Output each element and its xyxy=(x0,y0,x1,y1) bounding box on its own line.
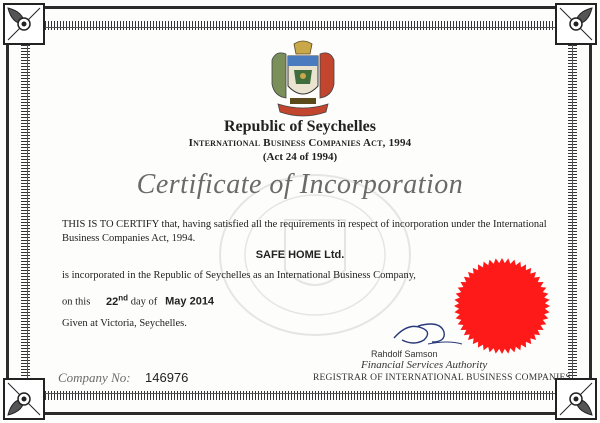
certify-paragraph xyxy=(62,218,552,246)
signature-mark xyxy=(388,318,468,348)
on-this-label: on this xyxy=(62,296,91,308)
certificate-title: Certificate of Incorporation xyxy=(136,169,464,200)
company-name: SAFE HOME Ltd. xyxy=(255,249,345,261)
incorporated-statement: is incorporated in the Republic of Seychelles as an International Business Company, xyxy=(62,270,416,281)
corner-ornament-bottom-right xyxy=(554,377,598,421)
registrar-label: REGISTRAR OF INTERNATIONAL BUSINESS COMPANIES xyxy=(313,373,571,383)
month-year: May 2014 xyxy=(165,295,215,308)
day-number: 22nd xyxy=(106,293,129,308)
country-title: Republic of Seychelles xyxy=(224,118,376,135)
signatory-title: Financial Services Authority xyxy=(361,359,488,371)
act-name: International Business Companies Act, 1994 xyxy=(188,137,412,149)
company-number-value: 146976 xyxy=(145,370,189,385)
given-at: Given at Victoria, Seychelles. xyxy=(62,318,187,329)
certify-text: that, having satisfied all the requirements in respect of incorporation under the International Business Companies Act, 1994. xyxy=(62,219,547,244)
certify-lead: THIS IS TO CERTIFY xyxy=(62,219,159,230)
corner-ornament-bottom-left xyxy=(2,377,46,421)
company-number-label: Company No: xyxy=(58,370,131,385)
coat-of-arms-icon xyxy=(264,40,342,122)
corner-ornament-top-left xyxy=(2,2,46,46)
day-of-label: day of xyxy=(130,296,158,308)
act-number: (Act 24 of 1994) xyxy=(262,151,338,163)
date-line xyxy=(62,293,214,308)
signatory-name: Rahdolf Samson xyxy=(371,349,438,359)
corner-ornament-top-right xyxy=(554,2,598,46)
